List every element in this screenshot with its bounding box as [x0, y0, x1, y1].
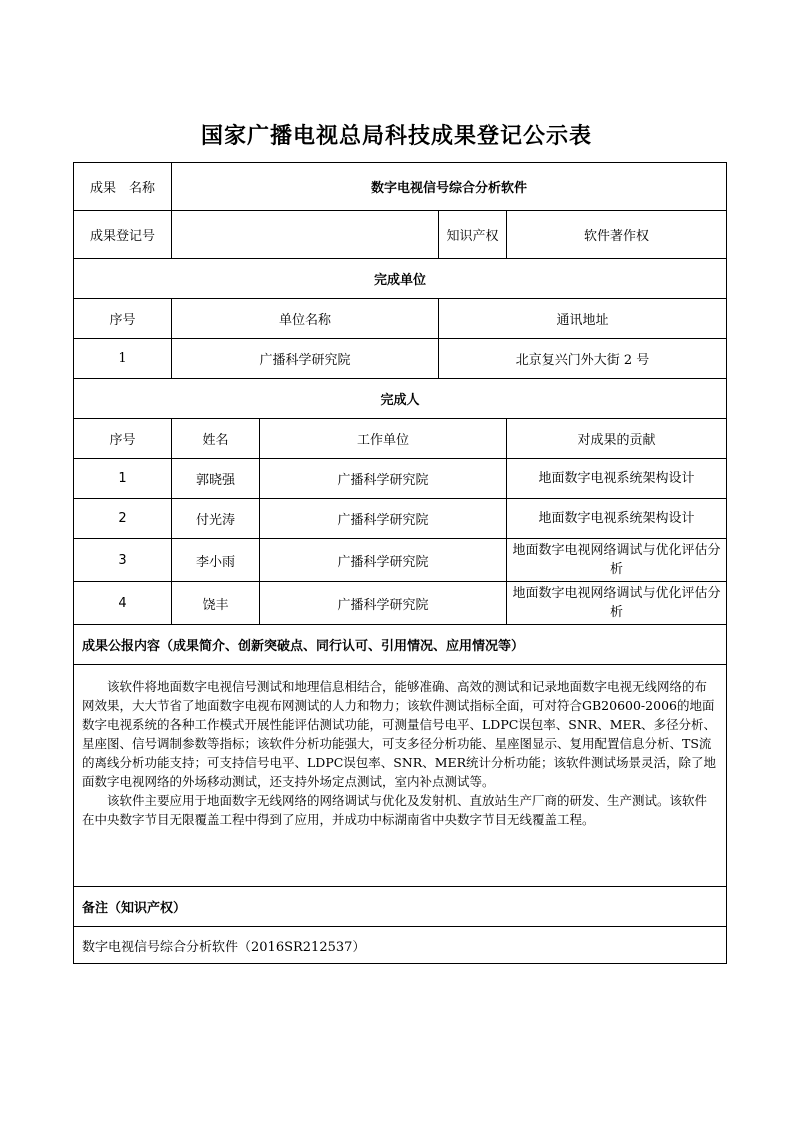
public-content-header-row	[74, 625, 727, 665]
person-seq: 3	[74, 539, 172, 582]
person-seq: 1	[74, 459, 172, 499]
remarks-row	[74, 927, 727, 964]
result-name-value: 数字电视信号综合分析软件	[172, 163, 727, 211]
content-paragraph: 该软件将地面数字电视信号测试和地理信息相结合，能够准确、高效的测试和记录地面数字电视无线网络的布网效果，大大节省了地面数字电视布网测试的人力和物力；该软件测试指标全面，可对符合GB20600-2006的地面数字电视系统的各种工作模式开展性能评估测试功能，可测量信号电平、LDPC误包率、SNR、MER、多径分析、星座图、信号调制参数等指标；该软件分析功能强大，可支多径分析功能、星座图显示、复用配置信息分析、TS流的离线分析功能支持；可支持信号电平、LDPC误包率、SNR、MER统计分析功能；该软件测试场景灵活，除了地面数字电视网络的外场移动测试，还支持外场定点测试，室内补点测试等。	[82, 679, 717, 789]
person-name: 李小雨	[172, 539, 260, 582]
page-title: 国家广播电视总局科技成果登记公示表	[200, 124, 592, 149]
person-unit-header: 工作单位	[260, 419, 507, 459]
unit-name: 广播科学研究院	[172, 339, 439, 379]
ip-value: 软件著作权	[507, 211, 727, 259]
completing-units-heading: 完成单位	[74, 259, 727, 299]
people-column-header-row	[74, 419, 727, 459]
registration-number-label: 成果登记号	[74, 211, 172, 259]
person-contribution: 地面数字电视网络调试与优化评估分析	[507, 539, 727, 582]
person-row	[74, 459, 727, 499]
public-content-heading: 成果公报内容（成果简介、创新突破点、同行认可、引用情况、应用情况等）	[74, 625, 727, 665]
public-content-body	[74, 665, 727, 887]
person-unit: 广播科学研究院	[260, 539, 507, 582]
public-content-row	[74, 665, 727, 887]
unit-seq: 1	[74, 339, 172, 379]
registration-number-value	[172, 211, 439, 259]
person-contribution: 地面数字电视网络调试与优化评估分析	[507, 582, 727, 625]
person-unit: 广播科学研究院	[260, 582, 507, 625]
person-seq: 4	[74, 582, 172, 625]
person-name-header: 姓名	[172, 419, 260, 459]
remarks-heading: 备注（知识产权）	[74, 887, 727, 927]
unit-row	[74, 339, 727, 379]
content-paragraph: 该软件主要应用于地面数字无线网络的网络调试与优化及发射机、直放站生产厂商的研发、生产测试。该软件在中央数字节目无限覆盖工程中得到了应用，并成功中标湖南省中央数字节目无线覆盖工程。	[82, 793, 708, 827]
person-unit: 广播科学研究院	[260, 459, 507, 499]
unit-seq-header: 序号	[74, 299, 172, 339]
person-seq: 2	[74, 499, 172, 539]
person-name: 饶丰	[172, 582, 260, 625]
remarks-header-row	[74, 887, 727, 927]
person-name: 郭晓强	[172, 459, 260, 499]
person-seq-header: 序号	[74, 419, 172, 459]
completing-units-header-row	[74, 259, 727, 299]
unit-name-header: 单位名称	[172, 299, 439, 339]
person-name: 付光涛	[172, 499, 260, 539]
units-column-header-row	[74, 299, 727, 339]
unit-address: 北京复兴门外大街 2 号	[439, 339, 727, 379]
person-unit: 广播科学研究院	[260, 499, 507, 539]
person-contribution: 地面数字电视系统架构设计	[507, 499, 727, 539]
completers-header-row	[74, 379, 727, 419]
person-row	[74, 539, 727, 582]
person-row	[74, 499, 727, 539]
result-name-row	[74, 163, 727, 211]
remarks-text: 数字电视信号综合分析软件（2016SR212537）	[74, 927, 727, 964]
registration-form-table	[73, 162, 727, 964]
person-row	[74, 582, 727, 625]
unit-address-header: 通讯地址	[439, 299, 727, 339]
registration-row	[74, 211, 727, 259]
result-name-label: 成果 名称	[74, 163, 172, 211]
person-contribution-header: 对成果的贡献	[507, 419, 727, 459]
person-contribution: 地面数字电视系统架构设计	[507, 459, 727, 499]
completers-heading: 完成人	[74, 379, 727, 419]
ip-label: 知识产权	[439, 211, 507, 259]
